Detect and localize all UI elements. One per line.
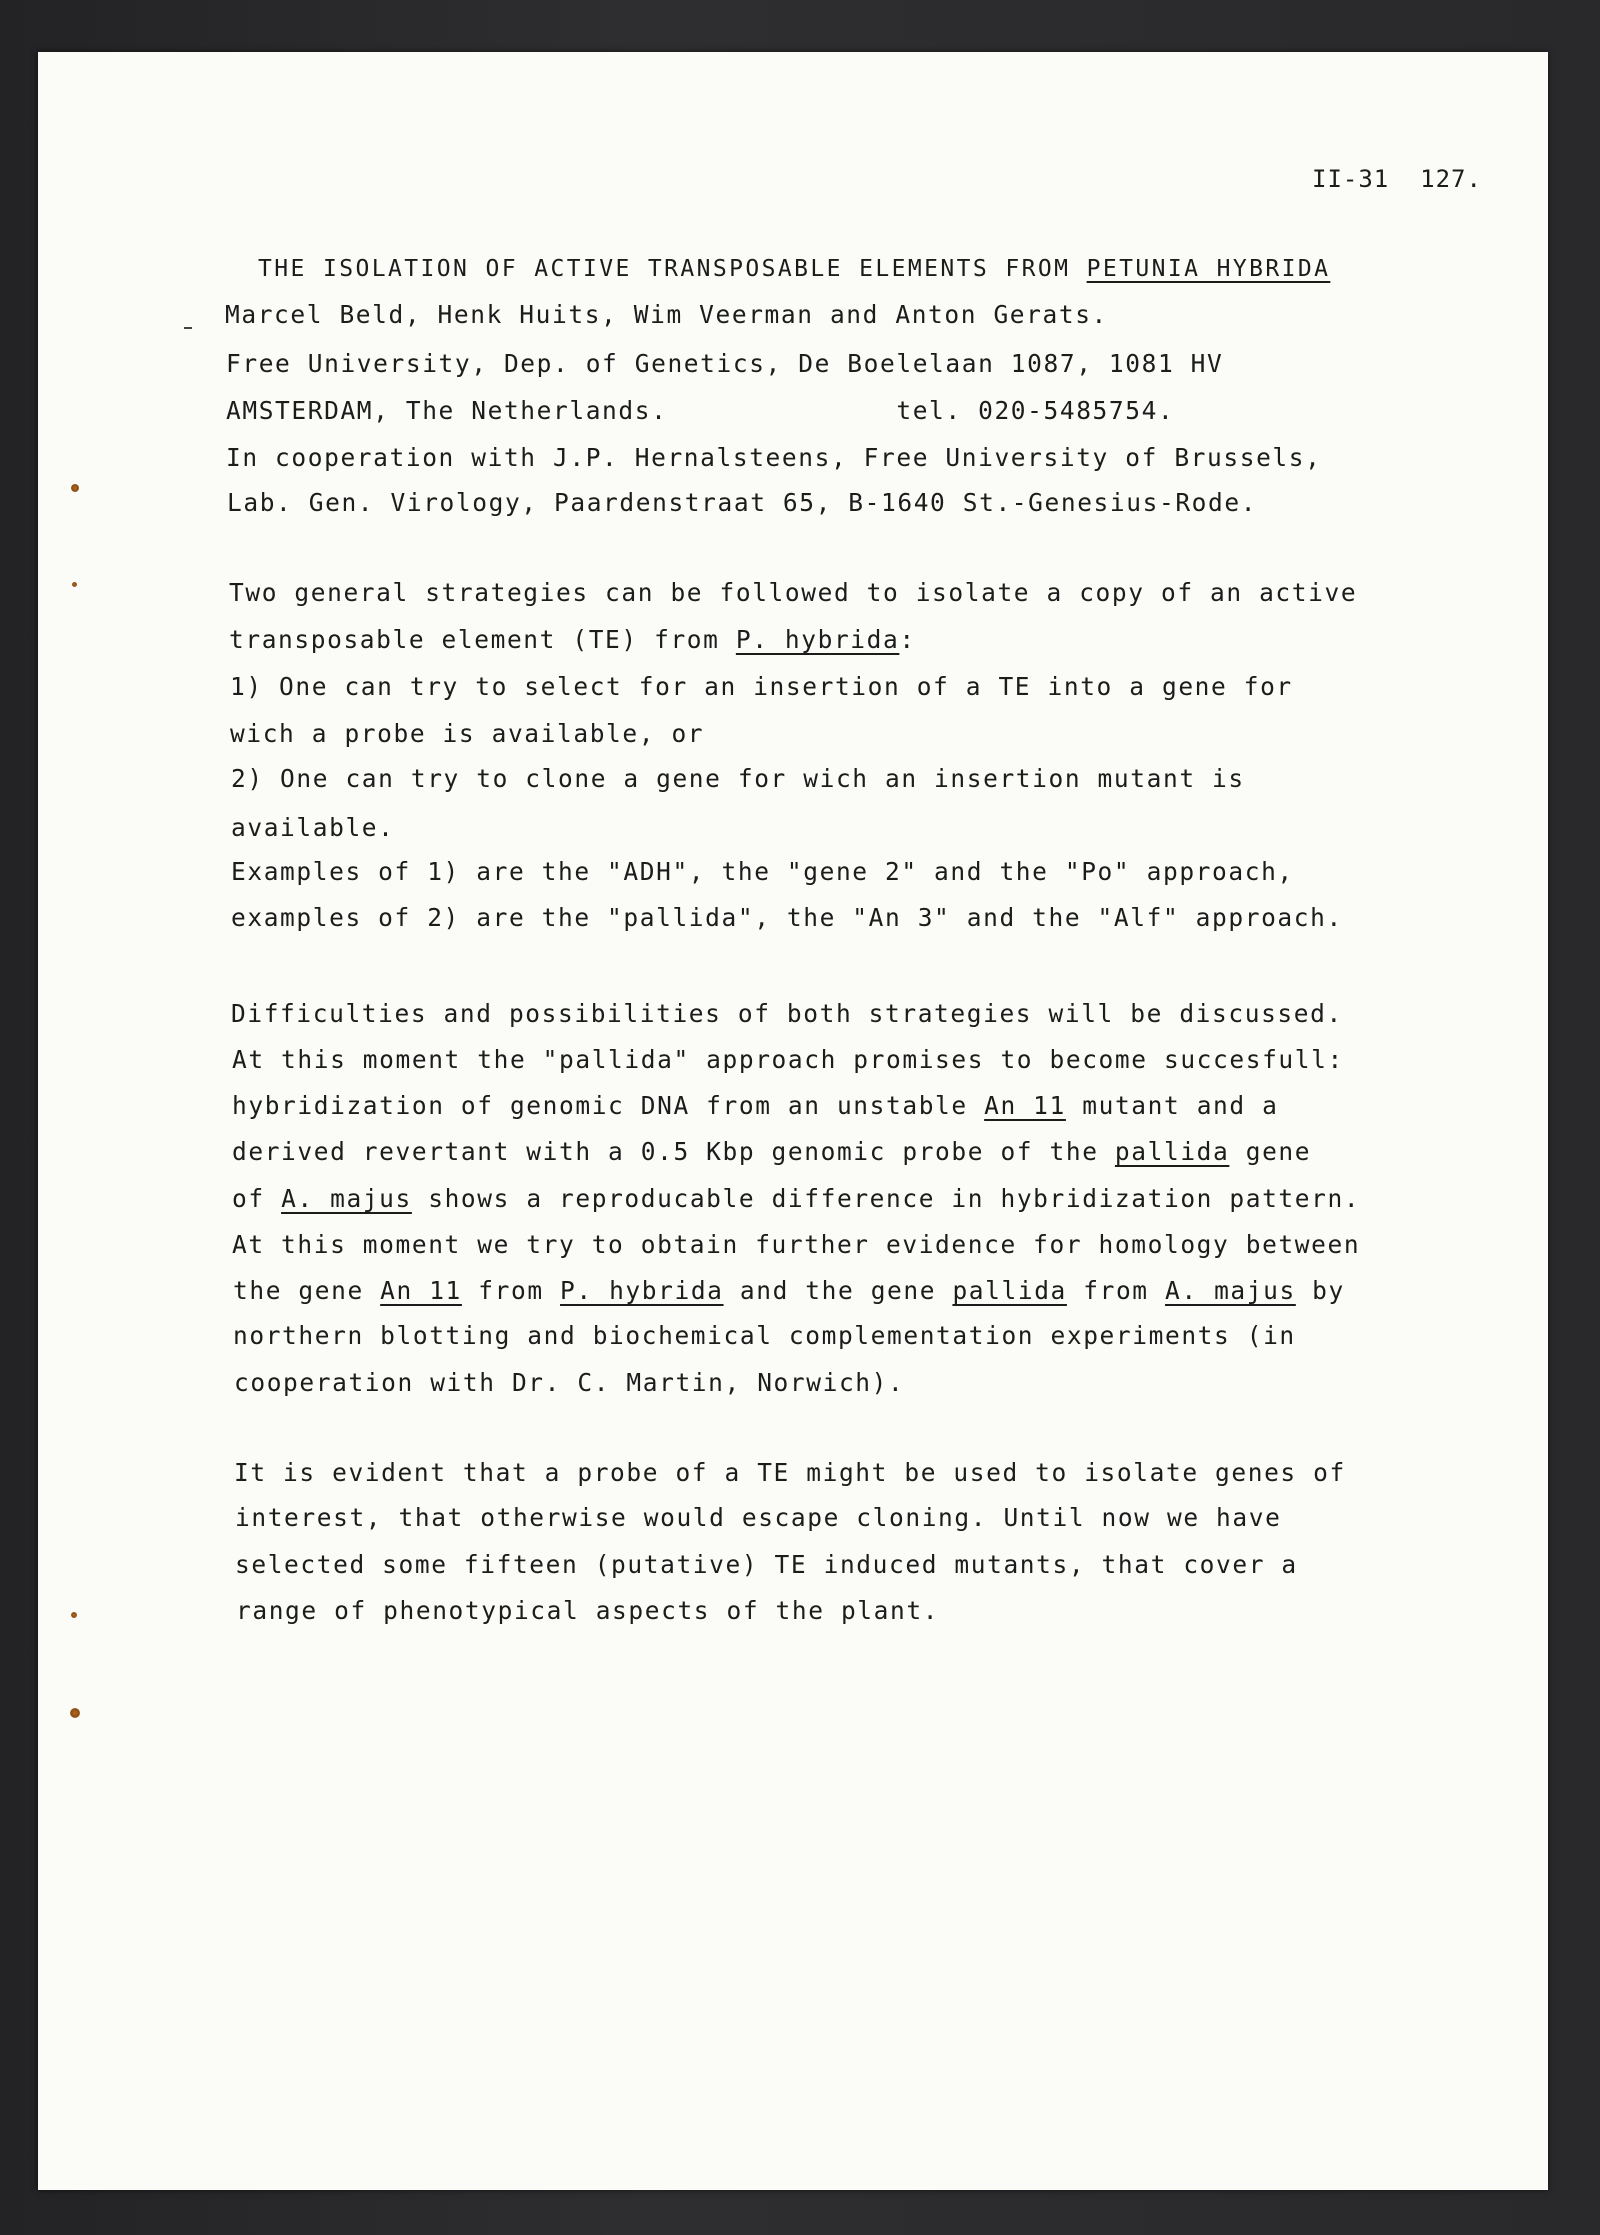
paragraph-line: range of phenotypical aspects of the plant. — [236, 1596, 940, 1625]
paragraph-line: 2) One can try to clone a gene for wich an insertion mutant is — [231, 764, 1245, 793]
margin-stain-mark — [70, 1708, 80, 1718]
paragraph-line: It is evident that a probe of a TE might be used to isolate genes of — [234, 1458, 1346, 1487]
paragraph-line: derived revertant with a 0.5 Kbp genomic probe of the pallida gene — [232, 1137, 1312, 1166]
gene-name: An 11 — [380, 1276, 462, 1305]
title-text: THE ISOLATION OF ACTIVE TRANSPOSABLE ELEMENTS FROM — [258, 256, 1087, 282]
page-number: II-31 127. — [1312, 165, 1482, 193]
margin-stain-mark — [71, 484, 79, 492]
gene-name: pallida — [1114, 1137, 1230, 1166]
affiliation-line: In cooperation with J.P. Hernalsteens, Free University of Brussels, — [226, 443, 1322, 472]
paragraph-line: of A. majus shows a reproducable difference in hybridization pattern. — [232, 1184, 1361, 1213]
affiliation-line: Lab. Gen. Virology, Paardenstraat 65, B-1640 St.-Genesius-Rode. — [227, 488, 1258, 517]
paragraph-line: hybridization of genomic DNA from an unstable An 11 mutant and a — [232, 1091, 1279, 1120]
margin-stain-mark — [71, 1612, 77, 1618]
paragraph-line: Two general strategies can be followed to isolate a copy of an active — [229, 578, 1358, 607]
affiliation-line: AMSTERDAM, The Netherlands. tel. 020-5485754. — [226, 396, 1175, 425]
title-species: PETUNIA HYBRIDA — [1086, 256, 1331, 282]
paragraph-line: interest, that otherwise would escape cloning. Until now we have — [235, 1503, 1282, 1532]
paragraph-line: available. — [231, 813, 395, 842]
species-name: P. hybrida — [735, 625, 900, 654]
paragraph-line: At this moment the "pallida" approach promises to become succesfull: — [232, 1045, 1344, 1074]
paragraph-line: Difficulties and possibilities of both strategies will be discussed. — [231, 999, 1343, 1028]
paragraph-line: selected some fifteen (putative) TE induced mutants, that cover a — [235, 1550, 1298, 1579]
gene-name: pallida — [952, 1276, 1067, 1305]
affiliation-line: Free University, Dep. of Genetics, De Boelelaan 1087, 1081 HV — [226, 349, 1224, 378]
paragraph-line: 1) One can try to select for an insertion of a TE into a gene for — [230, 672, 1293, 701]
paragraph-line: northern blotting and biochemical complementation experiments (in — [233, 1321, 1296, 1350]
species-name: A. majus — [281, 1184, 412, 1213]
paragraph-line: examples of 2) are the "pallida", the "An 3" and the "Alf" approach. — [231, 903, 1343, 932]
paragraph-line: the gene An 11 from P. hybrida and the gene pallida from A. majus by — [233, 1276, 1345, 1305]
paragraph-line: Examples of 1) are the "ADH", the "gene 2" and the "Po" approach, — [231, 857, 1294, 886]
paragraph-line: transposable element (TE) from P. hybrida: — [229, 625, 916, 654]
authors: Marcel Beld, Henk Huits, Wim Veerman and Anton Gerats. — [225, 300, 1108, 329]
gene-name: An 11 — [984, 1091, 1066, 1120]
species-name: P. hybrida — [560, 1276, 724, 1305]
paragraph-line: cooperation with Dr. C. Martin, Norwich). — [234, 1368, 905, 1397]
margin-stain-mark — [72, 582, 77, 587]
paper-title — [258, 254, 1330, 284]
species-name: A. majus — [1165, 1276, 1296, 1305]
margin-dash-mark — [184, 327, 192, 329]
paragraph-line: At this moment we try to obtain further evidence for homology between — [232, 1230, 1361, 1259]
paragraph-line: wich a probe is available, or — [230, 719, 705, 748]
